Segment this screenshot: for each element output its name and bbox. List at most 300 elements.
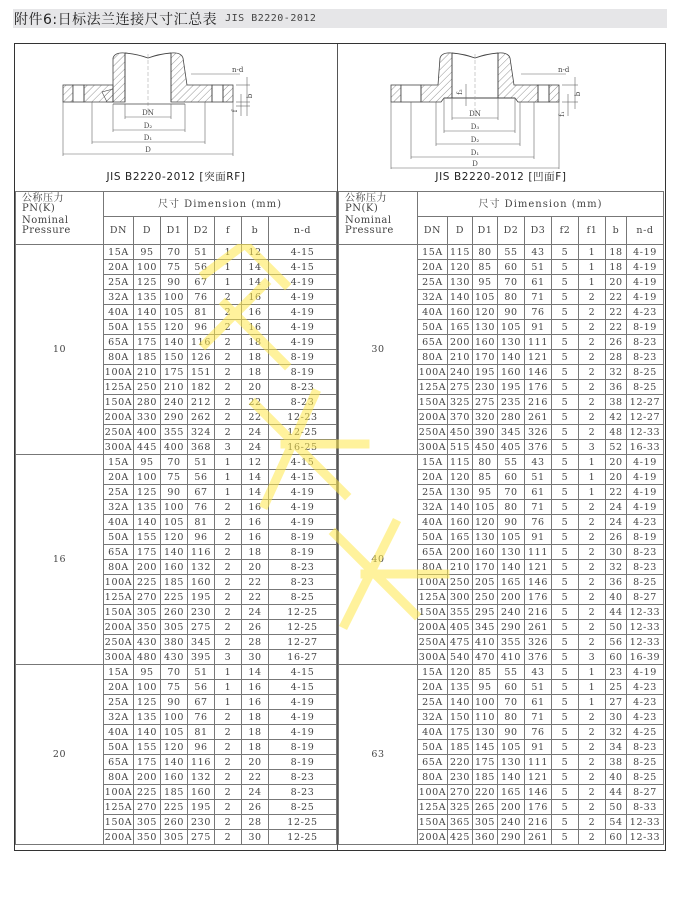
cell-b: 18 [242, 545, 269, 560]
cell-d2: 151 [188, 365, 215, 380]
cell-d2: 355 [498, 635, 525, 650]
cell-f: 1 [215, 455, 242, 470]
cell-d3: 376 [525, 440, 552, 455]
cell-d3: 121 [525, 350, 552, 365]
cell-d3: 51 [525, 680, 552, 695]
cell-d1: 175 [161, 365, 188, 380]
cell-d2: 60 [498, 680, 525, 695]
svg-text:D₁: D₁ [470, 149, 480, 157]
cell-n-d: 8-25 [627, 575, 664, 590]
cell-d1: 390 [473, 425, 498, 440]
column-header-f2: f2 [552, 217, 579, 245]
pressure-class-cell: 40 [339, 455, 418, 665]
cell-dn: 150A [104, 396, 133, 408]
cell-f2: 5 [552, 815, 579, 830]
cell-f2: 5 [552, 485, 579, 500]
cell-b: 18 [242, 335, 269, 350]
cell-f1: 2 [579, 395, 606, 410]
cell-d2: 80 [498, 500, 525, 515]
cell-n-d: 8-23 [269, 770, 337, 785]
cell-d2: 67 [188, 485, 215, 500]
cell-d3: 176 [525, 590, 552, 605]
cell-f: 2 [215, 785, 242, 800]
cell-d: 225 [134, 785, 161, 800]
cell-f: 2 [215, 380, 242, 395]
cell-f: 2 [215, 830, 242, 845]
cell-n-d: 8-27 [627, 785, 664, 800]
cell-b: 18 [606, 260, 627, 275]
cell-dn: 32A [104, 710, 134, 725]
cell-d2: 90 [498, 725, 525, 740]
cell-n-d: 12-33 [627, 620, 664, 635]
cell-d2: 70 [498, 485, 525, 500]
cell-b: 56 [606, 635, 627, 650]
cell-dn: 125A [104, 801, 133, 813]
cell-d: 160 [448, 305, 473, 320]
cell-d: 155 [134, 320, 161, 335]
cell-d: 95 [134, 245, 161, 260]
svg-text:D₃: D₃ [470, 123, 480, 131]
cell-dn: 200A [418, 621, 447, 633]
cell-f1: 2 [579, 500, 606, 515]
cell-f2: 5 [552, 605, 579, 620]
cell-d2: 345 [498, 425, 525, 440]
cell-f1: 2 [579, 575, 606, 590]
cell-d1: 305 [161, 620, 188, 635]
cell-d: 175 [134, 755, 161, 770]
cell-d: 185 [448, 740, 473, 755]
cell-n-d: 4-19 [269, 710, 337, 725]
cell-b: 32 [606, 560, 627, 575]
cell-b: 16 [242, 680, 269, 695]
cell-d3: 216 [525, 815, 552, 830]
cell-f1: 2 [579, 770, 606, 785]
cell-d1: 100 [473, 695, 498, 710]
cell-d: 100 [134, 680, 161, 695]
cell-dn: 40A [418, 305, 448, 320]
cell-d1: 130 [473, 725, 498, 740]
cell-dn: 250A [104, 426, 133, 438]
cell-d1: 80 [473, 455, 498, 470]
cell-d2: 70 [498, 695, 525, 710]
cell-f1: 2 [579, 560, 606, 575]
cell-f: 2 [215, 395, 242, 410]
table-row [339, 455, 664, 470]
cell-f: 1 [215, 680, 242, 695]
cell-d2: 81 [188, 305, 215, 320]
cell-n-d: 4-15 [269, 665, 337, 680]
cell-dn: 20A [104, 260, 134, 275]
cell-b: 40 [606, 590, 627, 605]
cell-n-d: 4-19 [627, 500, 664, 515]
cell-d3: 51 [525, 470, 552, 485]
rf-flange-cross-section-icon [15, 44, 335, 169]
cell-dn: 200A [418, 831, 447, 843]
cell-dn: 25A [104, 275, 134, 290]
standard-code: JIS B2220-2012 [225, 13, 317, 24]
cell-dn: 100A [104, 366, 133, 378]
cell-d1: 240 [161, 395, 188, 410]
cell-f2: 5 [552, 290, 579, 305]
cell-dn: 65A [104, 755, 134, 770]
cell-n-d: 4-25 [627, 725, 664, 740]
cell-f: 2 [215, 290, 242, 305]
cell-d: 305 [134, 815, 161, 830]
cell-d1: 185 [473, 770, 498, 785]
pressure-class-cell: 63 [339, 665, 418, 845]
cell-d2: 160 [188, 575, 215, 590]
cell-dn: 65A [104, 545, 134, 560]
cell-d1: 100 [161, 710, 188, 725]
cell-n-d: 8-19 [269, 545, 337, 560]
cell-dn: 125A [418, 381, 447, 393]
cell-f: 2 [215, 815, 242, 830]
cell-b: 50 [606, 620, 627, 635]
cell-f1: 2 [579, 725, 606, 740]
cell-dn: 100A [418, 786, 447, 798]
cell-b: 28 [242, 815, 269, 830]
cell-d: 475 [448, 635, 473, 650]
cell-d: 210 [448, 350, 473, 365]
cell-d: 230 [448, 770, 473, 785]
cell-d1: 75 [161, 260, 188, 275]
cell-d1: 430 [161, 650, 188, 665]
cell-n-d: 8-23 [627, 350, 664, 365]
cell-f1: 2 [579, 320, 606, 335]
cell-d1: 470 [473, 650, 498, 665]
cell-dn: 25A [418, 695, 448, 710]
svg-text:D: D [145, 146, 151, 154]
cell-d3: 146 [525, 575, 552, 590]
cell-f2: 5 [552, 335, 579, 350]
cell-f1: 3 [579, 440, 606, 455]
cell-d3: 76 [525, 305, 552, 320]
cell-n-d: 8-19 [627, 530, 664, 545]
column-header-b: b [606, 217, 627, 245]
cell-d: 125 [134, 275, 161, 290]
cell-f: 2 [215, 725, 242, 740]
cell-f1: 2 [579, 425, 606, 440]
cell-d: 140 [448, 695, 473, 710]
cell-dn: 15A [418, 455, 448, 470]
cell-f2: 5 [552, 560, 579, 575]
cell-d: 155 [134, 530, 161, 545]
cell-f2: 5 [552, 800, 579, 815]
cell-n-d: 8-23 [269, 575, 337, 590]
cell-f1: 2 [579, 335, 606, 350]
cell-d: 220 [448, 755, 473, 770]
cell-d3: 61 [525, 275, 552, 290]
cell-d1: 95 [473, 680, 498, 695]
cell-d3: 261 [525, 830, 552, 845]
pressure-header: 公称压力 PN(K) Nominal Pressure [339, 192, 418, 245]
svg-text:b: b [246, 93, 254, 99]
cell-b: 24 [606, 500, 627, 515]
cell-d1: 210 [161, 380, 188, 395]
cell-dn: 150A [418, 396, 447, 408]
cell-d: 270 [448, 785, 473, 800]
cell-n-d: 4-19 [269, 290, 337, 305]
cell-d1: 105 [161, 305, 188, 320]
cell-b: 20 [606, 275, 627, 290]
cell-dn: 15A [104, 455, 134, 470]
cell-d2: 140 [498, 350, 525, 365]
cell-f: 1 [215, 275, 242, 290]
cell-b: 16 [242, 515, 269, 530]
cell-f1: 2 [579, 290, 606, 305]
cell-b: 24 [242, 425, 269, 440]
cell-n-d: 16-27 [269, 650, 337, 665]
cell-n-d: 4-23 [627, 710, 664, 725]
cell-b: 18 [242, 350, 269, 365]
cell-d: 450 [448, 425, 473, 440]
cell-f: 3 [215, 650, 242, 665]
cell-d1: 160 [161, 560, 188, 575]
cell-b: 25 [606, 680, 627, 695]
column-header-d1: D1 [161, 217, 188, 245]
cell-d1: 185 [161, 575, 188, 590]
column-header-f1: f1 [579, 217, 606, 245]
cell-d1: 120 [473, 515, 498, 530]
cell-n-d: 4-23 [627, 680, 664, 695]
column-header-dn: DN [104, 217, 134, 245]
cell-d: 330 [134, 410, 161, 425]
cell-n-d: 4-19 [269, 275, 337, 290]
cell-f: 2 [215, 635, 242, 650]
cell-d1: 160 [161, 770, 188, 785]
cell-d: 275 [448, 380, 473, 395]
cell-b: 18 [242, 740, 269, 755]
cell-f2: 5 [552, 725, 579, 740]
cell-n-d: 12-33 [627, 635, 664, 650]
cell-n-d: 8-25 [627, 380, 664, 395]
cell-d: 135 [448, 680, 473, 695]
cell-n-d: 16-33 [627, 440, 664, 455]
cell-d1: 90 [161, 275, 188, 290]
cell-dn: 150A [104, 816, 133, 828]
cell-b: 30 [242, 830, 269, 845]
cell-dn: 20A [418, 260, 448, 275]
cell-n-d: 8-25 [269, 590, 337, 605]
cell-d1: 95 [473, 275, 498, 290]
cell-b: 18 [242, 365, 269, 380]
cell-f: 2 [215, 605, 242, 620]
cell-b: 16 [242, 320, 269, 335]
cell-d: 130 [448, 485, 473, 500]
cell-f2: 5 [552, 410, 579, 425]
cell-b: 14 [242, 665, 269, 680]
cell-dn: 300A [104, 651, 133, 663]
cell-d1: 400 [161, 440, 188, 455]
cell-n-d: 4-15 [269, 455, 337, 470]
cell-d1: 220 [473, 785, 498, 800]
cell-d2: 345 [188, 635, 215, 650]
cell-dn: 20A [104, 470, 134, 485]
cell-d2: 116 [188, 335, 215, 350]
cell-dn: 20A [104, 680, 134, 695]
cell-d2: 140 [498, 560, 525, 575]
cell-d1: 175 [473, 755, 498, 770]
cell-dn: 250A [104, 636, 133, 648]
cell-n-d: 4-19 [627, 455, 664, 470]
cell-d: 300 [448, 590, 473, 605]
cell-b: 18 [606, 245, 627, 260]
cell-n-d: 12-25 [269, 620, 337, 635]
cell-d1: 105 [161, 515, 188, 530]
cell-dn: 25A [104, 485, 134, 500]
cell-d2: 51 [188, 245, 215, 260]
cell-f2: 5 [552, 365, 579, 380]
cell-f: 2 [215, 560, 242, 575]
cell-n-d: 4-19 [269, 320, 337, 335]
cell-n-d: 4-15 [269, 470, 337, 485]
cell-d1: 170 [473, 350, 498, 365]
cell-b: 20 [242, 560, 269, 575]
cell-d: 200 [134, 770, 161, 785]
cell-f: 3 [215, 440, 242, 455]
cell-f2: 5 [552, 425, 579, 440]
cell-n-d: 12-33 [627, 830, 664, 845]
cell-f2: 5 [552, 275, 579, 290]
rf-dimension-table [15, 191, 337, 845]
cell-n-d: 8-19 [269, 365, 337, 380]
cell-f1: 1 [579, 665, 606, 680]
cell-d2: 60 [498, 470, 525, 485]
cell-n-d: 12-27 [269, 635, 337, 650]
cell-dn: 20A [418, 470, 448, 485]
cell-d2: 96 [188, 320, 215, 335]
cell-n-d: 4-19 [269, 305, 337, 320]
cell-b: 50 [606, 800, 627, 815]
cell-f2: 5 [552, 665, 579, 680]
cell-b: 14 [242, 275, 269, 290]
cell-f2: 5 [552, 575, 579, 590]
cell-d2: 410 [498, 650, 525, 665]
cell-d2: 130 [498, 335, 525, 350]
cell-d: 405 [448, 620, 473, 635]
cell-n-d: 8-23 [269, 785, 337, 800]
cell-b: 32 [606, 725, 627, 740]
cell-d: 325 [448, 395, 473, 410]
cell-d: 210 [448, 560, 473, 575]
f-flange-drawing [338, 44, 664, 192]
cell-f1: 2 [579, 830, 606, 845]
cell-b: 34 [606, 740, 627, 755]
cell-d1: 85 [473, 470, 498, 485]
cell-f1: 1 [579, 245, 606, 260]
cell-d1: 105 [161, 725, 188, 740]
rf-caption: JIS B2220-2012 [突面RF] [106, 171, 246, 183]
cell-b: 24 [242, 605, 269, 620]
cell-n-d: 8-33 [627, 800, 664, 815]
cell-b: 28 [242, 635, 269, 650]
cell-f2: 5 [552, 440, 579, 455]
cell-n-d: 16-39 [627, 650, 664, 665]
cell-d: 130 [448, 275, 473, 290]
cell-f1: 3 [579, 650, 606, 665]
column-header-d1: D1 [473, 217, 498, 245]
cell-d2: 126 [188, 350, 215, 365]
cell-n-d: 8-19 [269, 740, 337, 755]
cell-b: 28 [606, 350, 627, 365]
cell-n-d: 8-27 [627, 590, 664, 605]
cell-d1: 140 [161, 545, 188, 560]
f-flange-cross-section-icon [338, 44, 664, 169]
cell-d2: 67 [188, 695, 215, 710]
cell-d2: 230 [188, 815, 215, 830]
cell-b: 14 [242, 485, 269, 500]
cell-d2: 395 [188, 650, 215, 665]
cell-f: 2 [215, 365, 242, 380]
cell-d: 100 [134, 260, 161, 275]
cell-dn: 250A [418, 636, 447, 648]
cell-b: 26 [606, 530, 627, 545]
cell-dn: 40A [104, 305, 134, 320]
cell-d: 135 [134, 290, 161, 305]
cell-d2: 96 [188, 740, 215, 755]
cell-f2: 5 [552, 830, 579, 845]
cell-dn: 150A [104, 606, 133, 618]
cell-n-d: 12-25 [269, 815, 337, 830]
cell-n-d: 4-19 [627, 665, 664, 680]
cell-d2: 290 [498, 830, 525, 845]
cell-d1: 320 [473, 410, 498, 425]
cell-d: 355 [448, 605, 473, 620]
cell-f1: 2 [579, 635, 606, 650]
cell-b: 12 [242, 455, 269, 470]
cell-n-d: 8-23 [269, 395, 337, 410]
cell-dn: 25A [418, 275, 448, 290]
cell-dn: 100A [418, 576, 447, 588]
cell-dn: 50A [104, 740, 134, 755]
cell-d3: 61 [525, 695, 552, 710]
cell-d1: 100 [161, 500, 188, 515]
cell-d1: 140 [161, 755, 188, 770]
cell-f2: 5 [552, 650, 579, 665]
cell-dn: 125A [418, 801, 447, 813]
cell-n-d: 12-27 [627, 410, 664, 425]
cell-n-d: 4-23 [627, 515, 664, 530]
cell-f1: 2 [579, 740, 606, 755]
cell-f1: 2 [579, 710, 606, 725]
cell-f2: 5 [552, 350, 579, 365]
cell-f: 2 [215, 755, 242, 770]
cell-d1: 120 [161, 320, 188, 335]
cell-d1: 260 [161, 815, 188, 830]
cell-d2: 240 [498, 815, 525, 830]
cell-d3: 43 [525, 245, 552, 260]
cell-d: 95 [134, 455, 161, 470]
cell-n-d: 8-25 [269, 800, 337, 815]
cell-b: 24 [606, 515, 627, 530]
cell-d3: 146 [525, 365, 552, 380]
cell-dn: 65A [418, 755, 448, 770]
cell-n-d: 4-19 [269, 500, 337, 515]
cell-d3: 376 [525, 650, 552, 665]
cell-d3: 326 [525, 635, 552, 650]
pressure-class-cell: 30 [339, 245, 418, 455]
table-row [339, 245, 664, 260]
cell-n-d: 8-19 [269, 755, 337, 770]
cell-d1: 305 [161, 830, 188, 845]
dimension-header: 尺寸 Dimension (mm) [418, 192, 664, 217]
cell-n-d: 4-19 [627, 245, 664, 260]
rf-flange-drawing [15, 44, 337, 192]
cell-b: 16 [242, 290, 269, 305]
cell-b: 22 [242, 395, 269, 410]
cell-d: 425 [448, 830, 473, 845]
cell-d: 125 [134, 695, 161, 710]
